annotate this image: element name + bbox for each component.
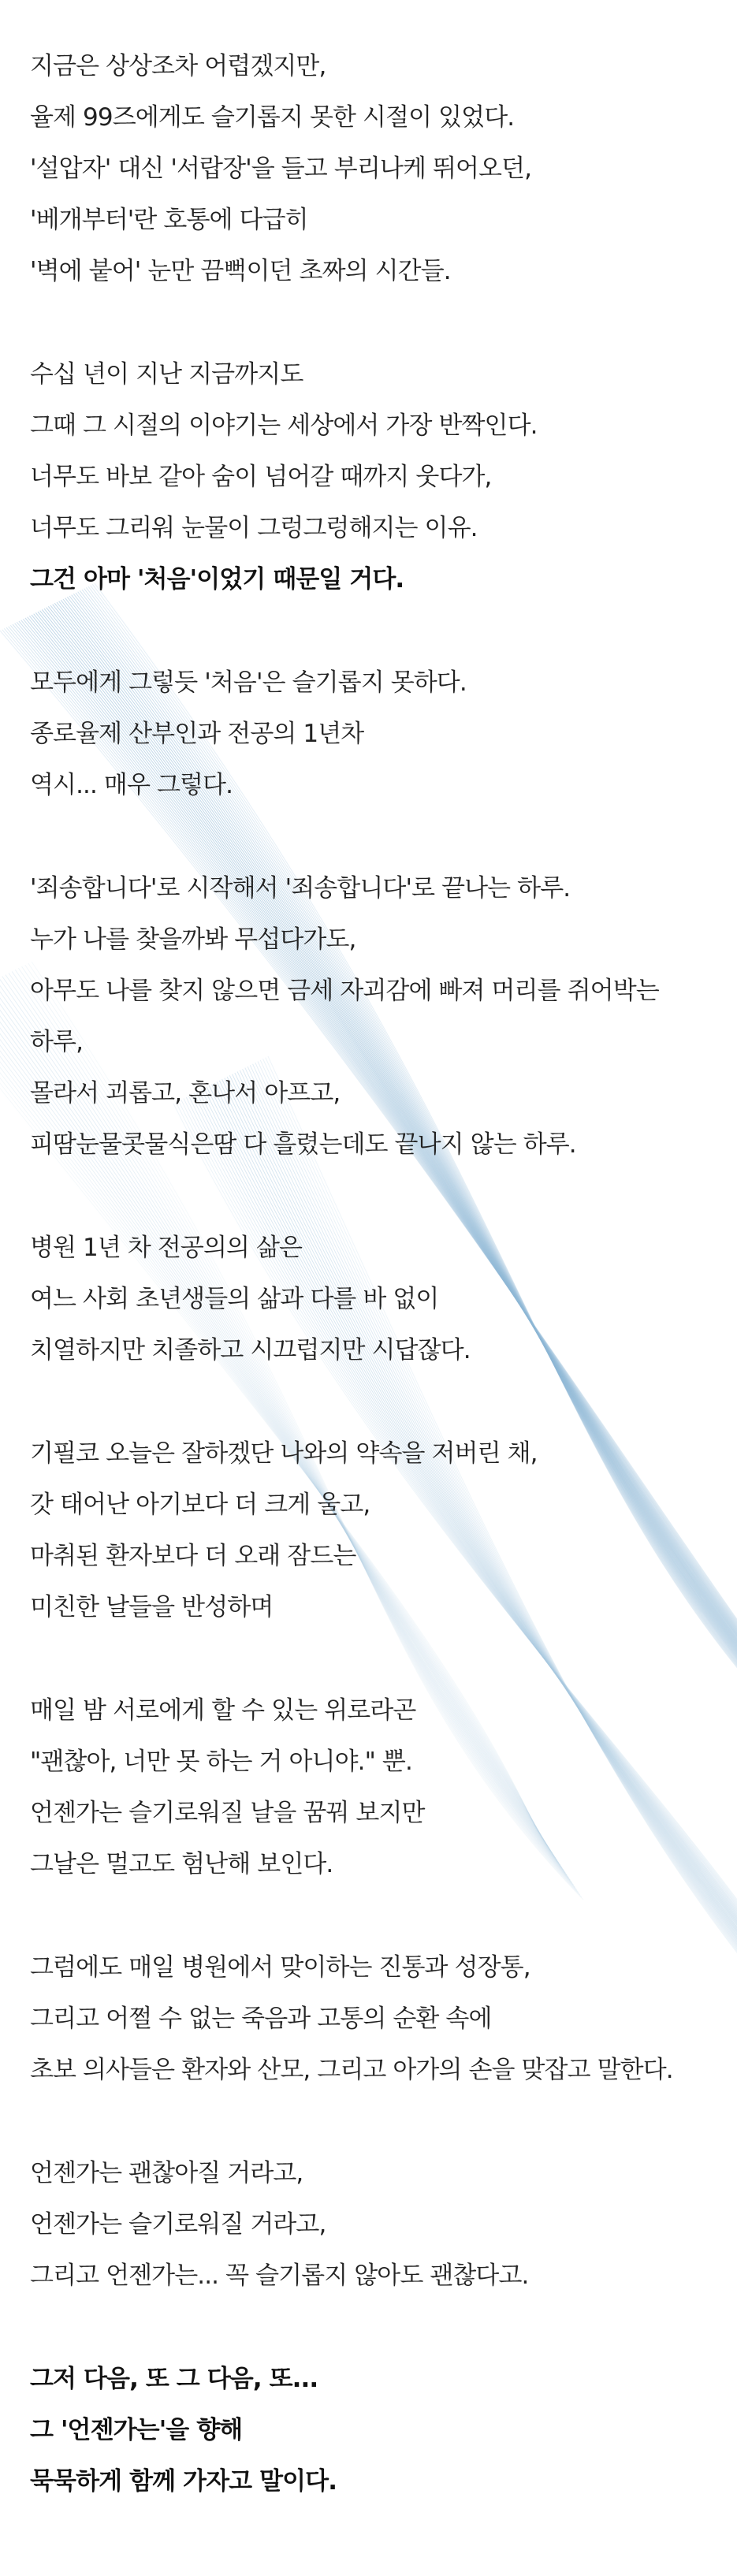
- text-line: 율제 99즈에게도 슬기롭지 못한 시절이 있었다.: [30, 103, 515, 132]
- text-line: '베개부터'란 호통에 다급히: [30, 206, 308, 234]
- text-line: 여느 사회 초년생들의 삶과 다를 바 없이: [30, 1285, 439, 1313]
- text-line: 초보 의사들은 환자와 산모, 그리고 아가의 손을 맞잡고 말한다.: [30, 2056, 673, 2084]
- paragraph-resident-life: [30, 1223, 721, 1376]
- paragraph-growth: [30, 1942, 721, 2096]
- paragraph-closing: [30, 2354, 721, 2507]
- paragraph-comfort: [30, 1685, 721, 1890]
- text-line: 마취된 환자보다 더 오래 잠드는: [30, 1542, 356, 1570]
- text-line: 너무도 바보 같아 숨이 넘어갈 때까지 웃다가,: [30, 463, 492, 491]
- text-line: 미친한 날들을 반성하며: [30, 1593, 274, 1621]
- text-line: 몰라서 괴롭고, 혼나서 아프고,: [30, 1079, 341, 1107]
- text-line-emphasis: 묵묵하게 함께 가자고 말이다.: [30, 2467, 337, 2496]
- text-line: 너무도 그리워 눈물이 그렁그렁해지는 이유.: [30, 514, 478, 542]
- text-line: 치열하지만 치졸하고 시끄럽지만 시답잖다.: [30, 1336, 471, 1364]
- paragraph-first-year: [30, 657, 721, 811]
- text-line: '벽에 붙어' 눈만 끔뻑이던 초짜의 시간들.: [30, 257, 451, 285]
- text-line: 매일 밤 서로에게 할 수 있는 위로라곤: [30, 1696, 416, 1725]
- text-line: 역시... 매우 그렇다.: [30, 771, 233, 799]
- text-line: 기필코 오늘은 잘하겠단 나와의 약속을 저버린 채,: [30, 1439, 538, 1468]
- paragraph-memories: [30, 349, 721, 605]
- text-line: 종로율제 산부인과 전공의 1년차: [30, 720, 364, 748]
- text-line: 그때 그 시절의 이야기는 세상에서 가장 반짝인다.: [30, 411, 538, 440]
- text-line: 언젠가는 슬기로워질 날을 꿈꿔 보지만: [30, 1799, 425, 1827]
- text-line: 그날은 멀고도 험난해 보인다.: [30, 1850, 333, 1878]
- text-line: 언젠가는 슬기로워질 거라고,: [30, 2210, 326, 2239]
- paragraph-reflection: [30, 1428, 721, 1633]
- text-line: '설압자' 대신 '서랍장'을 들고 부리나케 뛰어오던,: [30, 154, 532, 183]
- text-line: 언젠가는 괜찮아질 거라고,: [30, 2159, 303, 2187]
- text-line: 피땀눈물콧물식은땀 다 흘렸는데도 끝나지 않는 하루.: [30, 1130, 576, 1159]
- text-line: 하루,: [30, 1028, 84, 1056]
- text-line: 모두에게 그렇듯 '처음'은 슬기롭지 못하다.: [30, 668, 467, 697]
- text-line: 수십 년이 지난 지금까지도: [30, 360, 303, 389]
- text-line-emphasis: 그 '언젠가는'을 향해: [30, 2416, 243, 2444]
- text-line: 그리고 어쩔 수 없는 죽음과 고통의 순환 속에: [30, 2005, 492, 2033]
- paragraph-someday: [30, 2148, 721, 2302]
- text-line: 병원 1년 차 전공의의 삶은: [30, 1234, 303, 1262]
- text-line: 그럼에도 매일 병원에서 맞이하는 진통과 성장통,: [30, 1953, 530, 1982]
- text-line: '죄송합니다'로 시작해서 '죄송합니다'로 끝나는 하루.: [30, 874, 571, 903]
- text-line: 지금은 상상조차 어렵겠지만,: [30, 52, 326, 80]
- text-line: 누가 나를 찾을까봐 무섭다가도,: [30, 925, 356, 954]
- paragraph-intro: [30, 41, 721, 297]
- text-line: "괜찮아, 너만 못 하는 거 아니야." 뿐.: [30, 1748, 412, 1776]
- text-line: 아무도 나를 찾지 않으면 금세 자괴감에 빠져 머리를 쥐어박는: [30, 977, 659, 1005]
- text-line-emphasis: 그저 다음, 또 그 다음, 또...: [30, 2365, 318, 2393]
- text-line: 갓 태어난 아기보다 더 크게 울고,: [30, 1491, 370, 1519]
- text-line: 그리고 언젠가는... 꼭 슬기롭지 않아도 괜찮다고.: [30, 2261, 529, 2290]
- text-line-emphasis: 그건 아마 '처음'이었기 때문일 거다.: [30, 565, 404, 594]
- paragraph-daily: [30, 863, 721, 1171]
